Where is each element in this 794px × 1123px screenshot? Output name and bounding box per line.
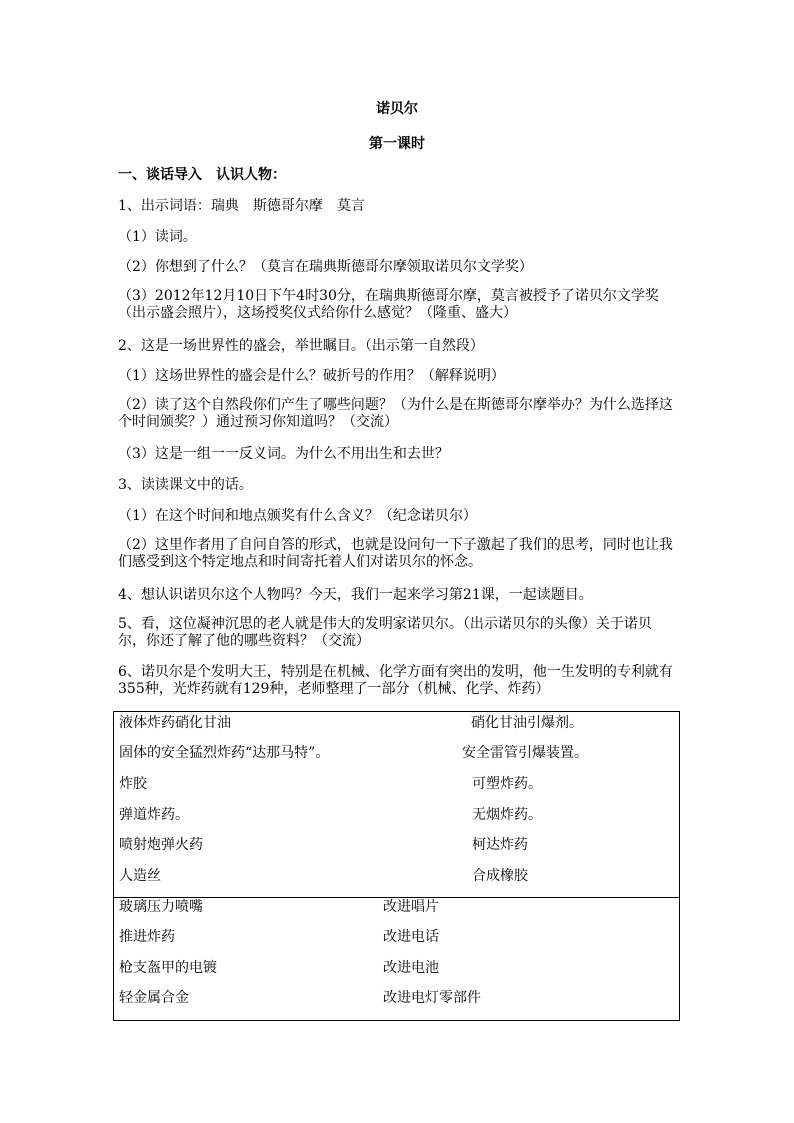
table-cell: 枪支盔甲的电镀 bbox=[119, 960, 217, 976]
inventions-table-1 bbox=[113, 711, 680, 898]
paragraph: 5、看，这位凝神沉思的老人就是伟大的发明家诺贝尔。（出示诺贝尔的头像）关于诺贝尔，你还了解了他的哪些资料？（交流） bbox=[118, 616, 652, 649]
table-cell: 喷射炮弹火药 bbox=[119, 837, 203, 853]
inventions-table-2 bbox=[113, 897, 680, 1021]
paragraph: 2、这是一场世界性的盛会，举世瞩目。（出示第一自然段） bbox=[118, 338, 484, 354]
paragraph: （1）读词。 bbox=[118, 229, 197, 245]
table-cell: 人造丝 bbox=[119, 868, 161, 884]
paragraph: （3）2012年12月10日下午4时30分，在瑞典斯德哥尔摩，莫言被授予了诺贝尔文学奖（出示盛会照片），这场授奖仪式给你什么感觉？（隆重、盛大） bbox=[118, 288, 659, 321]
table-cell: 固体的安全猛烈炸药“达那马特”。 bbox=[119, 745, 330, 761]
table-cell: 柯达炸药 bbox=[472, 837, 528, 853]
page-title: 诺贝尔 bbox=[376, 101, 418, 117]
table-cell: 弹道炸药。 bbox=[119, 807, 189, 823]
lesson-subtitle: 第一课时 bbox=[369, 136, 425, 152]
table-cell: 轻金属合金 bbox=[119, 990, 189, 1006]
table-cell: 合成橡胶 bbox=[472, 868, 528, 884]
table-cell: 改进电灯零部件 bbox=[383, 990, 481, 1006]
table-cell: 无烟炸药。 bbox=[472, 807, 542, 823]
paragraph: 1、出示词语：瑞典 斯德哥尔摩 莫言 bbox=[118, 198, 365, 214]
paragraph: （2）你想到了什么？（莫言在瑞典斯德哥尔摩领取诺贝尔文学奖） bbox=[118, 259, 533, 275]
table-cell: 改进唱片 bbox=[383, 899, 439, 915]
section-heading: 一、谈话导入 认识人物： bbox=[118, 167, 286, 183]
table-cell: 液体炸药硝化甘油 bbox=[119, 715, 231, 731]
table-cell: 玻璃压力喷嘴 bbox=[119, 899, 203, 915]
table-cell: 安全雷管引爆装置。 bbox=[462, 745, 588, 761]
paragraph: （1）这场世界性的盛会是什么？破折号的作用？（解释说明） bbox=[118, 368, 505, 384]
table-cell: 硝化甘油引爆剂。 bbox=[471, 715, 583, 731]
table-cell: 推进炸药 bbox=[119, 929, 175, 945]
paragraph: （2）这里作者用了自问自答的形式，也就是设问句一下子激起了我们的思考，同时也让我们感受到这个特定地点和时间寄托着人们对诺贝尔的怀念。 bbox=[118, 537, 673, 570]
paragraph: 6、诺贝尔是个发明大王，特别是在机械、化学方面有突出的发明，他一生发明的专利就有355种，光炸药就有129种，老师整理了一部分（机械、化学、炸药） bbox=[118, 664, 673, 697]
paragraph: （1）在这个时间和地点颁奖有什么含义？（纪念诺贝尔） bbox=[118, 508, 477, 524]
paragraph: 3、读读课文中的话。 bbox=[118, 477, 253, 493]
paragraph: 4、想认识诺贝尔这个人物吗？今天，我们一起来学习第21课，一起读题目。 bbox=[118, 587, 593, 603]
table-cell: 改进电池 bbox=[383, 960, 439, 976]
paragraph: （3）这是一组一一反义词。为什么不用出生和去世？ bbox=[118, 446, 449, 462]
table-cell: 改进电话 bbox=[383, 929, 439, 945]
table-cell: 炸胶 bbox=[119, 776, 147, 792]
paragraph: （2）读了这个自然段你们产生了哪些问题？（为什么是在斯德哥尔摩举办？为什么选择这个时间颁奖？）通过预习你知道吗？（交流） bbox=[118, 397, 673, 430]
table-cell: 可塑炸药。 bbox=[472, 776, 542, 792]
